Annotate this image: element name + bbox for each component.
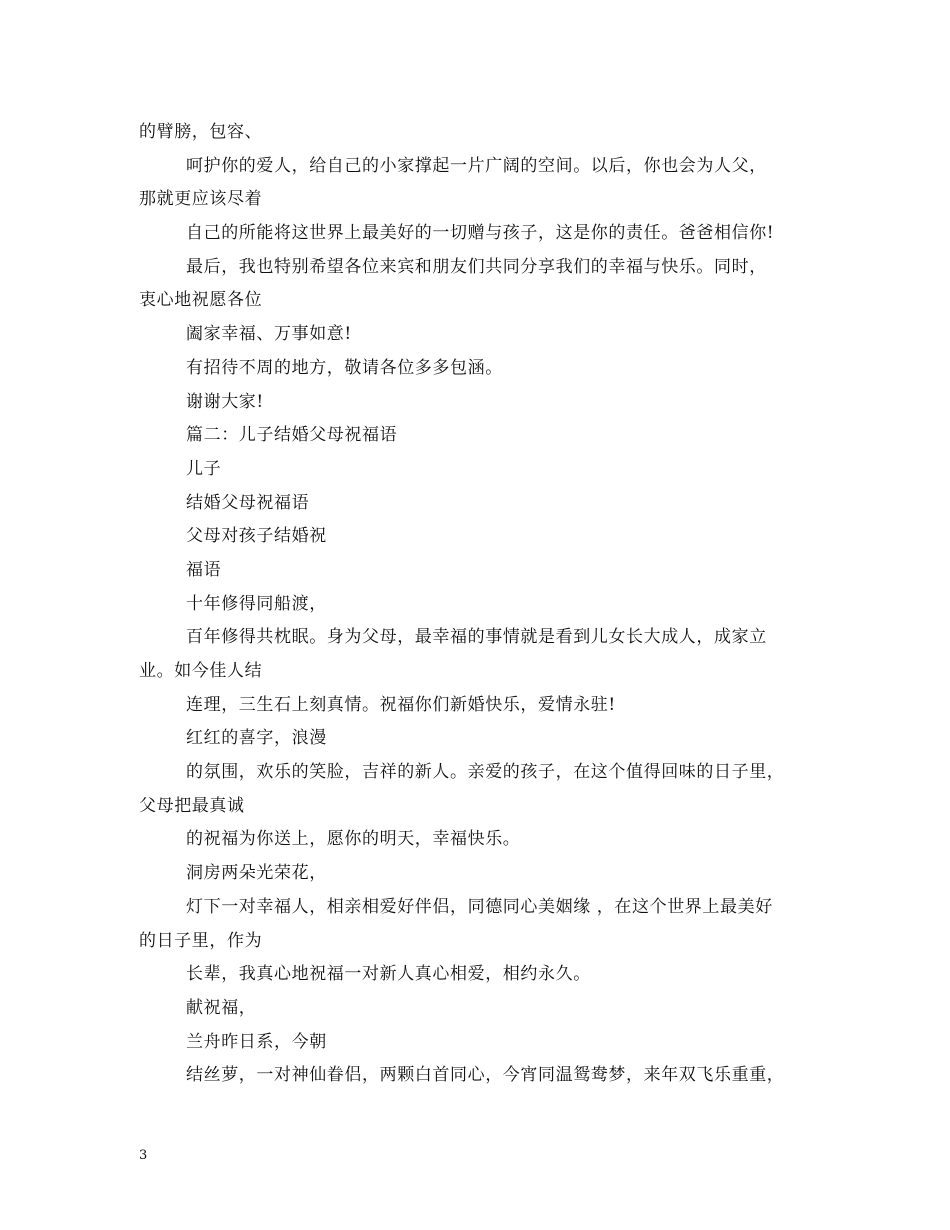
text-line-8: 有招待不周的地方，敬请各位多多包涵。 (186, 357, 503, 378)
text-line-7: 阖家幸福、万事如意! (186, 324, 352, 345)
text-line-3: 那就更应该尽着 (139, 189, 263, 210)
text-line-21: 父母把最真诚 (139, 795, 245, 816)
text-line-23: 洞房两朵光荣花， (186, 863, 327, 884)
text-line-17: 业。如今佳人结 (139, 661, 263, 681)
text-line-2: 呵护你的爱人，给自己的小家撑起一片广阔的空间。以后，你也会为人父， (186, 155, 767, 176)
text-line-15: 十年修得同船渡， (186, 593, 327, 614)
text-line-16: 百年修得共枕眠。身为父母，最幸福的事情就是看到儿女长大成人，成家立 (186, 627, 767, 648)
text-line-11: 儿子 (186, 458, 222, 479)
text-line-9: 谢谢大家! (186, 391, 264, 412)
section-heading: 篇二：儿子结婚父母祝福语 (186, 425, 398, 446)
text-line-27: 献祝福， (186, 997, 257, 1018)
text-line-5: 最后，我也特别希望各位来宾和朋友们共同分享我们的幸福与快乐。同时， (186, 256, 767, 277)
text-line-22: 的祝福为你送上，愿你的明天，幸福快乐。 (186, 829, 521, 850)
text-line-29: 结丝萝，一对神仙眷侣，两颗白首同心，今宵同温鸳鸯梦，来年双飞乐重重， (186, 1065, 785, 1086)
text-line-19: 红红的喜字，浪漫 (186, 728, 327, 749)
text-line-6: 衷心地祝愿各位 (139, 290, 263, 311)
text-line-14: 福语 (186, 559, 222, 580)
text-line-26: 长辈，我真心地祝福一对新人真心相爱，相约永久。 (186, 964, 591, 985)
text-line-24: 灯下一对幸福人，相亲相爱好伴侣，同德同心美姻缘 ，在这个世界上最美好 (186, 896, 773, 917)
page-number: 3 (139, 1148, 148, 1163)
text-line-1: 的臂膀，包容、 (139, 122, 263, 142)
text-line-18: 连理，三生石上刻真情。祝福你们新婚快乐，爱情永驻! (186, 694, 616, 715)
text-line-12: 结婚父母祝福语 (186, 492, 310, 513)
text-line-28: 兰舟昨日系，今朝 (186, 1031, 327, 1052)
text-line-20: 的氛围，欢乐的笑脸，吉祥的新人。亲爱的孩子，在这个值得回味的日子里， (186, 762, 785, 783)
text-line-25: 的日子里，作为 (139, 930, 263, 951)
document-body (139, 116, 839, 1093)
text-line-13: 父母对孩子结婚祝 (186, 526, 327, 547)
text-line-4: 自己的所能将这世界上最美好的一切赠与孩子，这是你的责任。爸爸相信你! (186, 223, 775, 244)
